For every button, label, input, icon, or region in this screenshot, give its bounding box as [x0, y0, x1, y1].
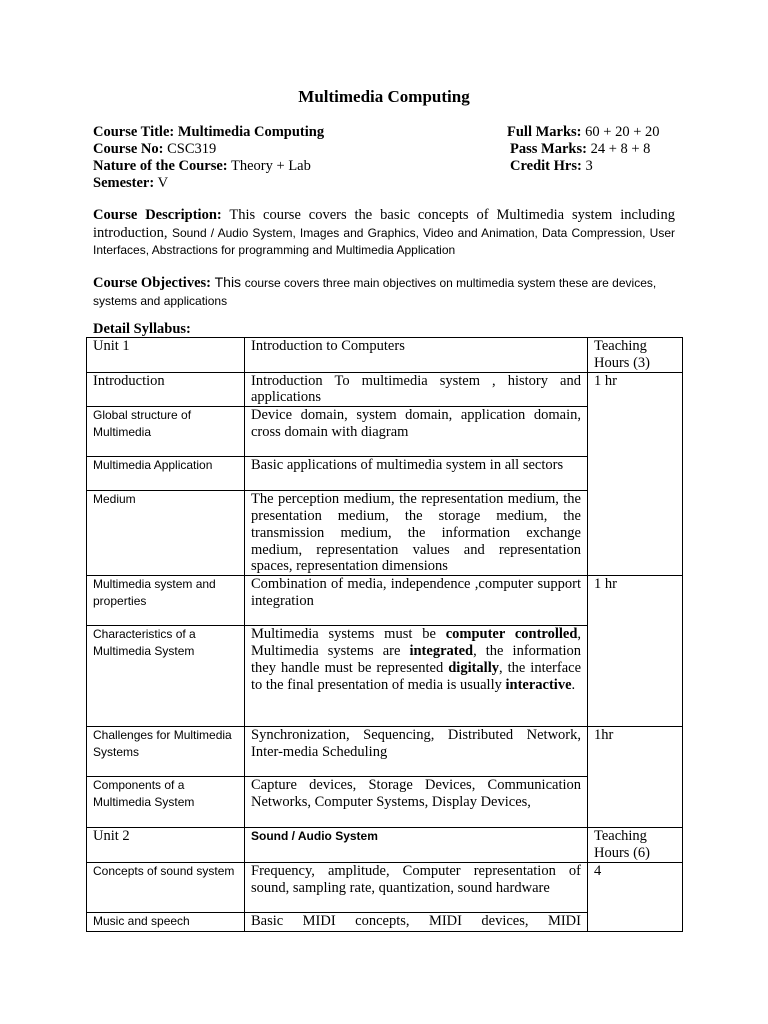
pass-marks-value: 24 + 8 + 8: [590, 141, 651, 157]
topic-cell: [87, 626, 245, 727]
topic-cell: [87, 777, 245, 828]
content-cell: Basic MIDI concepts, MIDI devices, MIDI: [245, 912, 588, 931]
description-text: This course covers the basic concepts of Multimedia system including introduction,: [93, 207, 675, 241]
course-title-line: [93, 124, 324, 141]
content-cell: Capture devices, Storage Devices, Communication Networks, Computer Systems, Display Devices,: [245, 777, 588, 828]
unit-title-text: Sound / Audio System: [251, 829, 378, 844]
topic-cell: [87, 457, 245, 491]
semester-line: [93, 175, 324, 192]
content-cell: Synchronization, Sequencing, Distributed Network, Inter-media Scheduling: [245, 727, 588, 777]
teaching-hours-header: Teaching Hours (6): [588, 828, 683, 863]
description-label: Course Description:: [93, 207, 222, 223]
topic-text: Concepts of sound system: [93, 863, 235, 878]
content-cell: Device domain, system domain, application domain, cross domain with diagram: [245, 407, 588, 457]
semester-value: V: [157, 175, 169, 191]
topic-cell: [87, 491, 245, 576]
full-marks-value: 60 + 20 + 20: [585, 124, 660, 140]
course-title-label: Course Title:: [93, 124, 175, 140]
pass-marks-label: Pass Marks:: [510, 141, 587, 157]
nature-label: Nature of the Course:: [93, 158, 228, 174]
content-cell: Introduction To multimedia system , history and applications: [245, 372, 588, 407]
full-marks-label: Full Marks:: [507, 124, 582, 140]
course-meta-right: [507, 124, 660, 175]
table-row: [87, 727, 683, 777]
unit-title: Introduction to Computers: [245, 338, 588, 373]
content-text: , Multimedia systems are: [251, 626, 582, 659]
content-text: , the information they handle must be represented: [251, 642, 582, 676]
course-no-value: CSC319: [167, 141, 217, 157]
topic-text: Medium: [93, 492, 136, 507]
content-text: , the interface to the final presentation of media is usually: [251, 659, 582, 693]
topic-cell: [87, 727, 245, 777]
table-row: [87, 372, 683, 407]
unit-title: [245, 828, 588, 863]
hours-cell: 1hr: [588, 727, 683, 828]
topic-cell: [87, 407, 245, 457]
topic-cell: [87, 576, 245, 626]
course-meta-left: [93, 124, 324, 192]
topic-cell: [87, 912, 245, 931]
objectives-lead: This: [214, 274, 242, 290]
semester-label: Semester:: [93, 175, 155, 191]
objectives-label: Course Objectives:: [93, 275, 211, 291]
objectives-text: course covers three main objectives on multimedia system these are devices, systems and applications: [93, 276, 657, 308]
course-title-value: Multimedia Computing: [177, 124, 325, 140]
content-cell: [245, 626, 588, 727]
topic-text: Challenges for Multimedia Systems: [93, 728, 232, 759]
content-emphasis: computer controlled: [445, 626, 578, 643]
table-row: [87, 862, 683, 912]
topic-text: Characteristics of a Multimedia System: [93, 627, 196, 658]
nature-line: [93, 158, 324, 175]
course-no-label: Course No:: [93, 141, 164, 157]
content-emphasis: digitally: [448, 659, 499, 676]
unit-name: Unit 2: [87, 828, 245, 863]
hours-cell: 4: [588, 862, 683, 931]
course-objectives: [93, 274, 675, 310]
topic-text: Global structure of Multimedia: [93, 408, 192, 439]
description-topics: Sound / Audio System, Images and Graphics, Video and Animation, Data Compression, User Interfaces, Abstractions for programming and Multimedia Application: [93, 225, 675, 257]
hours-cell: 1 hr: [588, 372, 683, 576]
content-cell: Basic applications of multimedia system in all sectors: [245, 457, 588, 491]
topic-cell: [87, 862, 245, 912]
nature-value: Theory + Lab: [231, 158, 311, 174]
content-text: .: [571, 676, 576, 693]
document-title: Multimedia Computing: [298, 87, 470, 106]
topic-text: Multimedia system and properties: [93, 577, 216, 608]
topic-text: Multimedia Application: [93, 458, 213, 473]
full-marks-line: [507, 124, 660, 141]
content-emphasis: interactive: [505, 676, 572, 693]
course-description: [93, 207, 675, 260]
course-no-line: [93, 141, 324, 158]
unit-name: Unit 1: [87, 338, 245, 373]
topic-text: Music and speech: [93, 913, 190, 928]
content-cell: Combination of media, independence ,computer support integration: [245, 576, 588, 626]
content-cell: Frequency, amplitude, Computer representation of sound, sampling rate, quantization, sound hardware: [245, 862, 588, 912]
topic-cell: Introduction: [87, 372, 245, 407]
hours-cell: 1 hr: [588, 576, 683, 727]
unit-header-row: [87, 828, 683, 863]
credit-line: [507, 158, 660, 175]
content-emphasis: integrated: [409, 642, 474, 659]
pass-marks-line: [507, 141, 660, 158]
topic-text: Components of a Multimedia System: [93, 778, 195, 809]
content-cell: The perception medium, the representation medium, the presentation medium, the storage medium, the transmission medium, the information exchange medium, representation values and representation spaces, representation dimensions: [245, 491, 588, 576]
syllabus-label: Detail Syllabus:: [93, 321, 191, 337]
syllabus-table: [86, 337, 683, 932]
teaching-hours-header: Teaching Hours (3): [588, 338, 683, 373]
credit-label: Credit Hrs:: [510, 158, 582, 174]
credit-value: 3: [585, 158, 593, 174]
content-text: Multimedia systems must be: [251, 626, 436, 643]
table-row: [87, 576, 683, 626]
unit-header-row: [87, 338, 683, 373]
